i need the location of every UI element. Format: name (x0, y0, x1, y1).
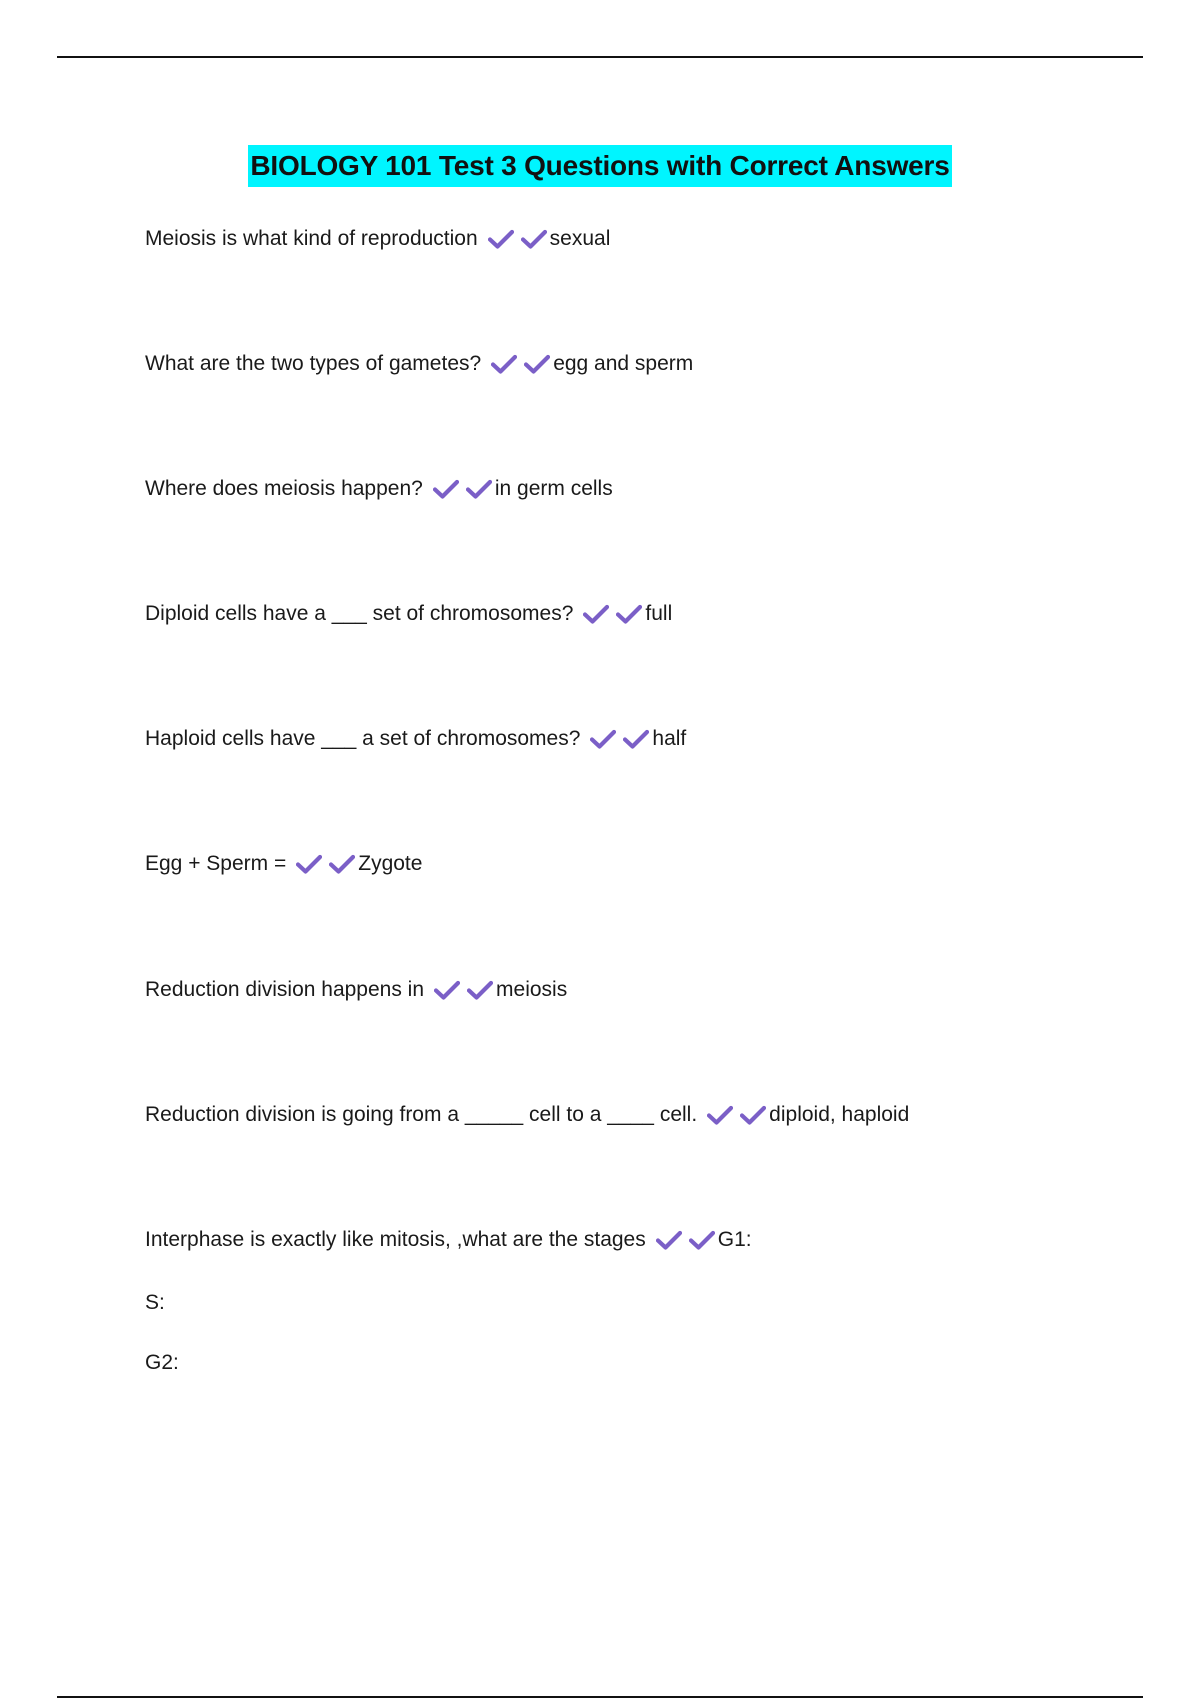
question-text: Diploid cells have a ___ set of chromosomes? (145, 602, 574, 625)
qa-item (145, 1226, 752, 1254)
answer-marker (488, 228, 547, 250)
answer-text: in germ cells (494, 477, 613, 500)
check-icon (466, 478, 492, 500)
check-icon (434, 979, 460, 1001)
check-icon (707, 1104, 733, 1126)
bottom-rule (57, 1696, 1143, 1698)
answer-marker (707, 1104, 766, 1126)
answer-marker (656, 1229, 715, 1251)
question-text: Where does meiosis happen? (145, 477, 423, 500)
answer-text: sexual (549, 227, 611, 250)
question-text: What are the two types of gametes? (145, 352, 482, 375)
answer-text: half (652, 727, 687, 750)
qa-item (145, 600, 672, 628)
question-text: Interphase is exactly like mitosis, ,what are the stages (145, 1228, 646, 1251)
check-icon (583, 603, 609, 625)
title-block (0, 145, 1200, 187)
qa-item (145, 725, 686, 753)
answer-marker (434, 979, 493, 1001)
answer-text: full (645, 602, 673, 625)
check-icon (623, 728, 649, 750)
check-icon (740, 1104, 766, 1126)
check-icon (433, 478, 459, 500)
answer-marker (491, 353, 550, 375)
answer-continuation-line: G2: (145, 1351, 179, 1374)
check-icon (467, 979, 493, 1001)
question-text: Haploid cells have ___ a set of chromosomes? (145, 727, 581, 750)
check-icon (616, 603, 642, 625)
question-text: Reduction division is going from a _____ cell to a ____ cell. (145, 1103, 698, 1126)
check-icon (296, 853, 322, 875)
check-icon (521, 228, 547, 250)
document-title: BIOLOGY 101 Test 3 Questions with Correct Answers (248, 145, 951, 187)
answer-marker (583, 603, 642, 625)
qa-item (145, 850, 422, 878)
answer-marker (296, 853, 355, 875)
check-icon (488, 228, 514, 250)
qa-item (145, 475, 613, 503)
check-icon (524, 353, 550, 375)
answer-text: diploid, haploid (769, 1103, 910, 1126)
qa-item (145, 225, 610, 253)
question-text: Egg + Sperm = (145, 852, 287, 875)
check-icon (656, 1229, 682, 1251)
question-text: Reduction division happens in (145, 978, 425, 1001)
answer-continuation-line: S: (145, 1291, 165, 1314)
answer-text: meiosis (496, 978, 568, 1001)
question-text: Meiosis is what kind of reproduction (145, 227, 478, 250)
check-icon (491, 353, 517, 375)
answer-text: G1: (717, 1228, 752, 1251)
check-icon (689, 1229, 715, 1251)
answer-marker (590, 728, 649, 750)
check-icon (590, 728, 616, 750)
answer-text: Zygote (358, 852, 423, 875)
answer-text: egg and sperm (553, 352, 694, 375)
qa-item (145, 1101, 909, 1129)
check-icon (329, 853, 355, 875)
answer-marker (433, 478, 492, 500)
top-rule (57, 56, 1143, 58)
qa-item (145, 350, 693, 378)
qa-item (145, 976, 567, 1004)
